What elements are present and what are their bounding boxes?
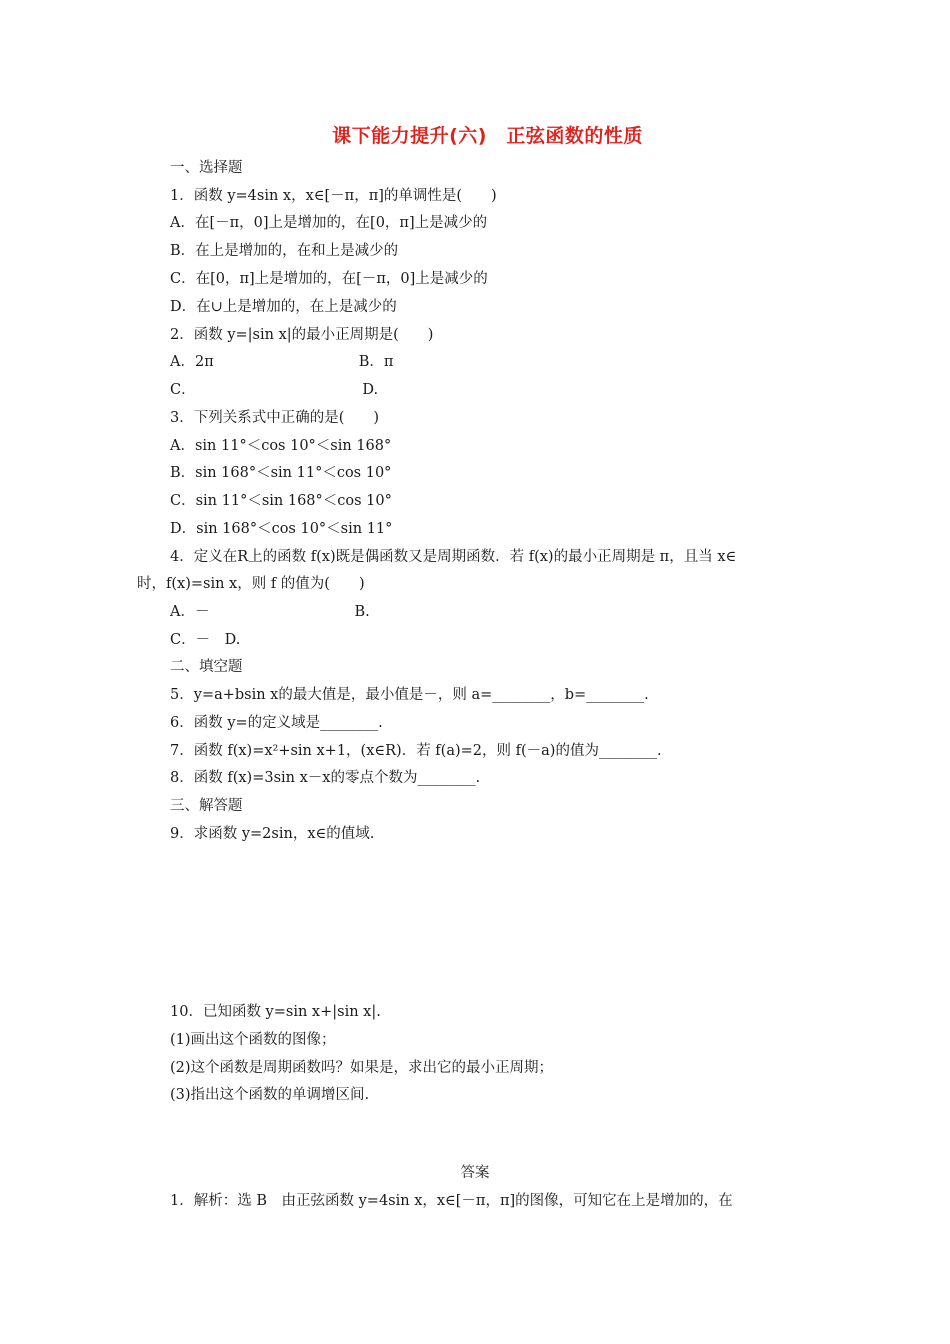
option-3d: D．sin 168°＜cos 10°＜sin 11° [170, 521, 393, 537]
question-4-cont: 时，f(x)=sin x，则 f 的值为( ) [137, 576, 365, 592]
options-2cd: C． D. [170, 382, 379, 398]
question-10-part-2: (2)这个函数是周期函数吗？如果是，求出它的最小正周期； [170, 1060, 554, 1076]
question-6: 6．函数 y=的定义域是________. [170, 715, 383, 731]
question-1: 1．函数 y=4sin x，x∈[－π，π]的单调性是( ) [170, 188, 497, 204]
section-heading-choice: 一、选择题 [170, 160, 243, 176]
question-3: 3．下列关系式中正确的是( ) [170, 410, 380, 426]
option-3b: B．sin 168°＜sin 11°＜cos 10° [170, 465, 392, 481]
question-2: 2．函数 y=|sin x|的最小正周期是( ) [170, 327, 434, 343]
answers-heading: 答案 [460, 1165, 490, 1181]
question-10-part-1: (1)画出这个函数的图像； [170, 1032, 336, 1048]
question-10-part-3: (3)指出这个函数的单调增区间. [170, 1087, 370, 1103]
page-title: 课下能力提升(六) 正弦函数的性质 [332, 125, 643, 147]
section-heading-solve: 三、解答题 [170, 798, 243, 814]
options-4ab: A．－ B. [170, 604, 370, 620]
options-2ab: A．2π B．π [170, 354, 394, 370]
answer-1: 1．解析：选 B 由正弦函数 y=4sin x，x∈[－π，π]的图像，可知它在上是增加的，在 [170, 1193, 733, 1209]
question-4: 4．定义在R上的函数 f(x)既是偶函数又是周期函数．若 f(x)的最小正周期是 π，且当 x∈ [170, 549, 737, 565]
option-1b: B．在上是增加的，在和上是减少的 [170, 243, 399, 259]
question-5: 5．y=a+bsin x的最大值是，最小值是－，则 a=________，b=________. [170, 687, 649, 703]
option-3c: C．sin 11°＜sin 168°＜cos 10° [170, 493, 392, 509]
option-1d: D．在∪上是增加的，在上是减少的 [170, 299, 397, 315]
section-heading-fill: 二、填空题 [170, 659, 243, 675]
question-9: 9．求函数 y=2sin，x∈的值域. [170, 826, 375, 842]
question-8: 8．函数 f(x)=3sin x－x的零点个数为________. [170, 770, 481, 786]
options-4cd: C．－ D. [170, 632, 241, 648]
question-7: 7．函数 f(x)=x²+sin x+1，(x∈R)．若 f(a)=2，则 f(－a)的值为________. [170, 743, 662, 759]
option-1a: A．在[－π，0]上是增加的，在[0，π]上是减少的 [170, 215, 488, 231]
option-3a: A．sin 11°＜cos 10°＜sin 168° [170, 438, 392, 454]
option-1c: C．在[0，π]上是增加的，在[－π，0]上是减少的 [170, 271, 488, 287]
question-10: 10．已知函数 y=sin x+|sin x|. [170, 1004, 381, 1020]
